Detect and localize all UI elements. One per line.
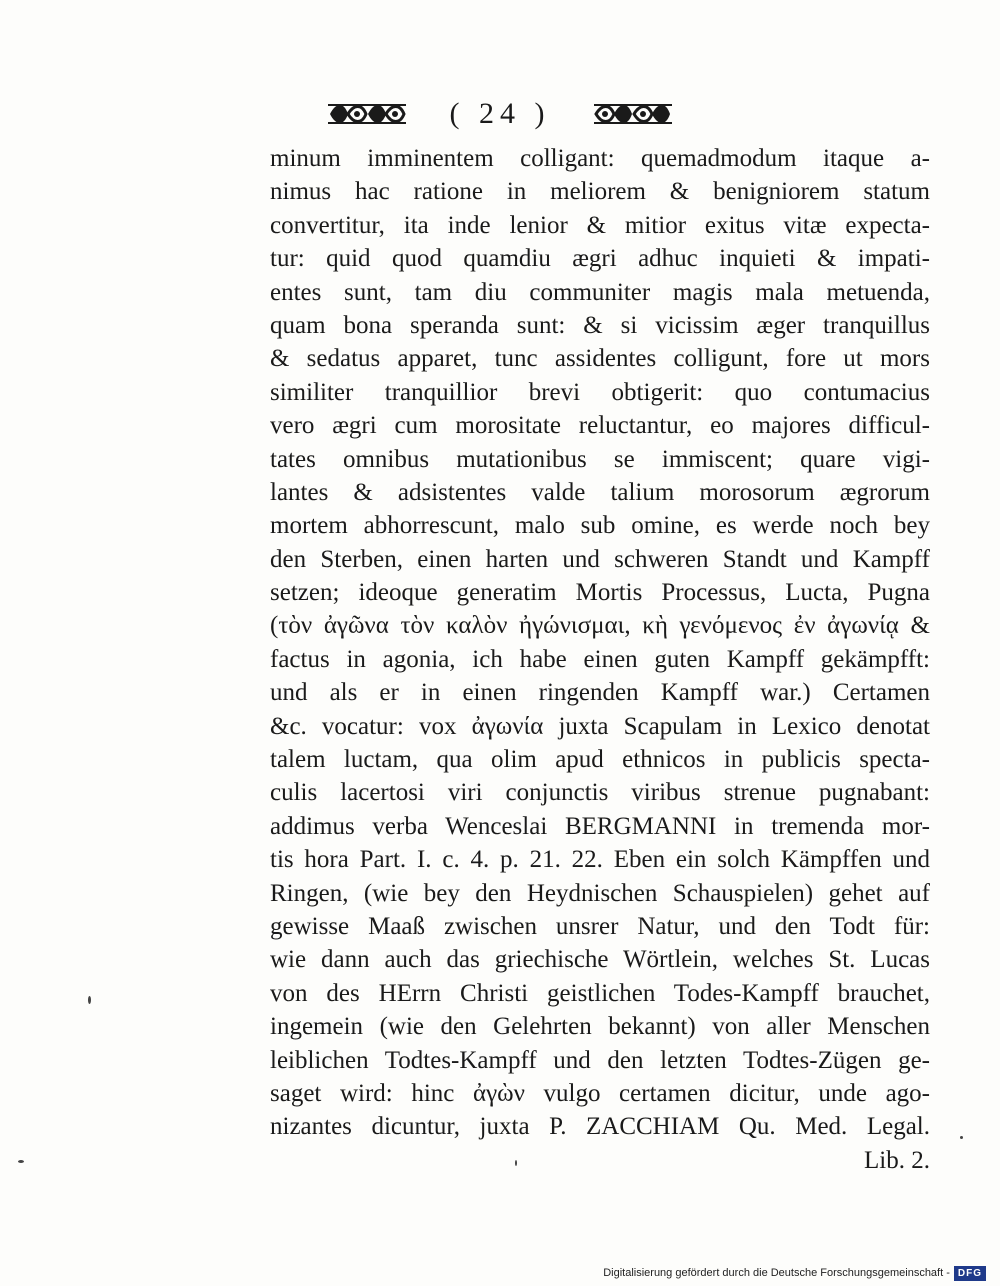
text-line: & sedatus apparet, tunc assidentes colligunt, fore ut mors: [270, 345, 930, 373]
text-line: von des HErrn Christi geistlichen Todes-Kampff brauchet,: [270, 979, 930, 1007]
page-number: ( 24 ): [449, 97, 551, 131]
text-line: wie dann auch das griechische Wörtlein, welches St. Lucas: [270, 946, 930, 974]
text-line: nimus hac ratione in meliorem & benigniorem statum: [270, 178, 930, 206]
text-line: tis hora Part. I. c. 4. p. 21. 22. Eben ein solch Kämpffen und: [270, 846, 930, 874]
text-line: minum imminentem colligant: quemadmodum itaque a-: [270, 145, 930, 172]
text-line: nizantes dicuntur, juxta P. ZACCHIAM Qu. Med. Legal.: [270, 1113, 930, 1141]
page-header: [0, 92, 1000, 132]
body-text: [270, 142, 930, 1177]
text-line: saget wird: hinc ἀγὼν vulgo certamen dicitur, unde ago-: [270, 1079, 930, 1107]
footer-credit: Digitalisierung gefördert durch die Deutsche Forschungsgemeinschaft -: [603, 1267, 950, 1279]
text-line: convertitur, ita inde lenior & mitior exitus vitæ expecta-: [270, 211, 930, 239]
text-line: den Sterben, einen harten und schweren Standt und Kampff: [270, 545, 930, 573]
text-line: und als er in einen ringenden Kampff war.) Certamen: [270, 679, 930, 707]
page-speck: [515, 1160, 517, 1166]
text-line: talem luctam, qua olim apud ethnicos in publicis specta-: [270, 746, 930, 774]
text-line: similiter tranquillior brevi obtigerit: quo contumacius: [270, 378, 930, 406]
text-line: entes sunt, tam diu communiter magis mala metuenda,: [270, 278, 930, 306]
digitization-footer: [603, 1264, 986, 1282]
text-line: tur: quid quod quamdiu ægri adhuc inquieti & impati-: [270, 245, 930, 273]
text-line: tates omnibus mutationibus se immiscent; quare vigi-: [270, 445, 930, 473]
page-speck: [88, 996, 91, 1004]
text-line: (τὸν ἀγῶνα τὸν καλὸν ἠγώνισμαι, κὴ γενόμενος ἐν ἀγωνίᾳ &: [270, 612, 930, 640]
catchword: Lib. 2.: [864, 1146, 930, 1174]
text-line: factus in agonia, ich habe einen guten Kampff gekämpfft:: [270, 645, 930, 673]
text-line: mortem abhorrescunt, malo sub omine, es werde noch bey: [270, 512, 930, 540]
text-line: ingemein (wie den Gelehrten bekannt) von aller Menschen: [270, 1013, 930, 1041]
text-line: quam bona speranda sunt: & si vicissim æger tranquillus: [270, 311, 930, 339]
text-line: &c. vocatur: vox ἀγωνία juxta Scapulam in Lexico denotat: [270, 712, 930, 740]
text-line: lantes & adsistentes valde talium morosorum ægrorum: [270, 478, 930, 506]
text-line: setzen; ideoque generatim Mortis Processus, Lucta, Pugna: [270, 579, 930, 607]
ornament-right-icon: [592, 100, 674, 128]
page-speck: [18, 1160, 24, 1163]
ornament-left-icon: [326, 100, 408, 128]
text-line: culis lacertosi viri conjunctis viribus strenue pugnabant:: [270, 779, 930, 807]
page-speck: [960, 1136, 963, 1139]
text-line: Ringen, (wie bey den Heydnischen Schauspielen) gehet auf: [270, 879, 930, 907]
text-line: addimus verba Wenceslai BERGMANNI in tremenda mor-: [270, 812, 930, 840]
text-line: leiblichen Todtes-Kampff und den letzten Todtes-Zügen ge-: [270, 1046, 930, 1074]
dfg-logo: DFG: [954, 1266, 986, 1281]
text-line: gewisse Maaß zwischen unsrer Natur, und den Todt für:: [270, 912, 930, 940]
text-line: vero ægri cum morositate reluctantur, eo majores difficul-: [270, 412, 930, 440]
